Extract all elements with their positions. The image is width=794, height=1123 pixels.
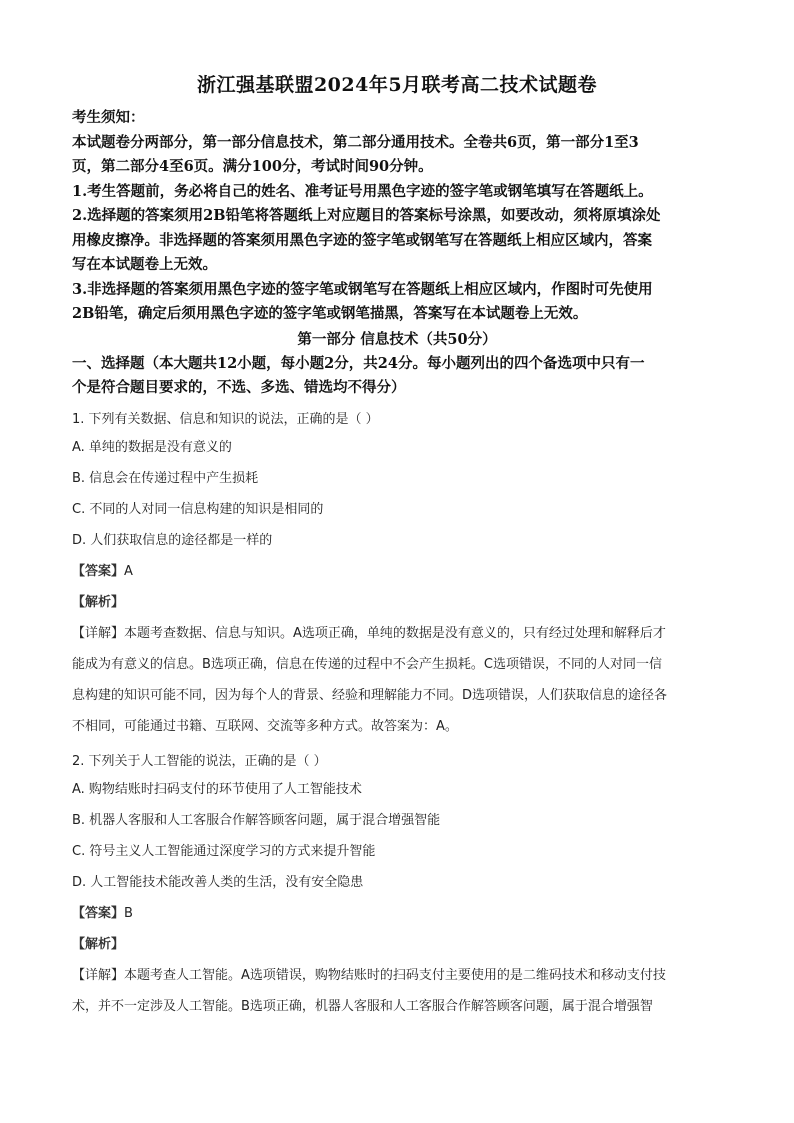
detail-line: 能成为有意义的信息。B选项正确，信息在传递的过程中不会产生损耗。C选项错误，不同的人对同一信 [72, 656, 662, 672]
option-d: D. 人工智能技术能改善人类的生活，没有安全隐患 [72, 874, 364, 890]
option-a: A. 单纯的数据是没有意义的 [72, 439, 232, 455]
notice-line: 页，第二部分4至6页。满分100分，考试时间90分钟。 [72, 158, 433, 175]
question-2 [72, 750, 722, 1022]
analysis-label: 【解析】 [72, 594, 125, 610]
exam-notice [72, 106, 722, 327]
page-content [72, 72, 722, 1022]
answer-label: 【答案】 [72, 905, 125, 921]
part-title-line: 一、选择题（本大题共12小题，每小题2分，共24分。每小题列出的四个备选项中只有一 [72, 354, 645, 372]
question-1 [72, 408, 722, 742]
option-c: C. 不同的人对同一信息构建的知识是相同的 [72, 501, 324, 517]
section-title: 第一部分 信息技术（共50分） [297, 330, 497, 348]
question-stem: 1. 下列有关数据、信息和知识的说法，正确的是（ ） [72, 411, 379, 427]
notice-line: 2.选择题的答案须用2B铅笔将答题纸上对应题目的答案标号涂黑，如要改动，须将原填涂处 [72, 207, 661, 224]
detail-line: 【详解】本题考查数据、信息与知识。A选项正确，单纯的数据是没有意义的，只有经过处理和解释后才 [72, 625, 666, 641]
notice-line: 用橡皮擦净。非选择题的答案须用黑色字迹的签字笔或钢笔写在答题纸上相应区域内，答案 [72, 231, 652, 249]
detail-line: 息构建的知识可能不同，因为每个人的背景、经验和理解能力不同。D选项错误，人们获取信息的途径各 [72, 687, 668, 703]
part-title-line: 个是符合题目要求的，不选、多选、错选均不得分） [72, 378, 406, 396]
notice-line: 3.非选择题的答案须用黑色字迹的签字笔或钢笔写在答题纸上相应区域内，作图时可先使用 [72, 280, 653, 298]
option-b: B. 机器人客服和人工客服合作解答顾客问题，属于混合增强智能 [72, 812, 441, 828]
detail-line: 不相同，可能通过书籍、互联网、交流等多种方式。故答案为：A。 [72, 718, 458, 734]
option-c: C. 符号主义人工智能通过深度学习的方式来提升智能 [72, 843, 376, 859]
option-d: D. 人们获取信息的途径都是一样的 [72, 532, 273, 548]
detail-line: 术，并不一定涉及人工智能。B选项正确，机器人客服和人工客服合作解答顾客问题，属于混合增强智 [72, 998, 653, 1014]
answer-label: 【答案】 [72, 563, 125, 579]
detail-paragraph [72, 960, 722, 1022]
notice-line: 写在本试题卷上无效。 [72, 256, 217, 273]
detail-paragraph [72, 618, 722, 742]
notice-line: 1.考生答题前，务必将自己的姓名、准考证号用黑色字迹的签字笔或钢笔填写在答题纸上。 [72, 182, 653, 200]
notice-line: 2B铅笔，确定后须用黑色字迹的签字笔或钢笔描黑，答案写在本试题卷上无效。 [72, 305, 588, 322]
option-b: B. 信息会在传递过程中产生损耗 [72, 470, 259, 486]
answer-value: B [124, 905, 133, 921]
answer-value: A [124, 563, 133, 579]
option-a: A. 购物结账时扫码支付的环节使用了人工智能技术 [72, 781, 362, 797]
analysis-line [72, 587, 722, 618]
analysis-line [72, 929, 722, 960]
analysis-label: 【解析】 [72, 936, 125, 952]
exam-title: 浙江强基联盟2024年5月联考高二技术试题卷 [196, 74, 598, 96]
answer-line [72, 556, 722, 587]
detail-line: 【详解】本题考查人工智能。A选项错误，购物结账时的扫码支付主要使用的是二维码技术和移动支付技 [72, 967, 666, 983]
answer-line [72, 898, 722, 929]
question-stem: 2. 下列关于人工智能的说法，正确的是（ ） [72, 753, 327, 769]
notice-line: 本试题卷分两部分，第一部分信息技术，第二部分通用技术。全卷共6页，第一部分1至3 [72, 133, 639, 151]
notice-heading: 考生须知： [72, 109, 145, 126]
